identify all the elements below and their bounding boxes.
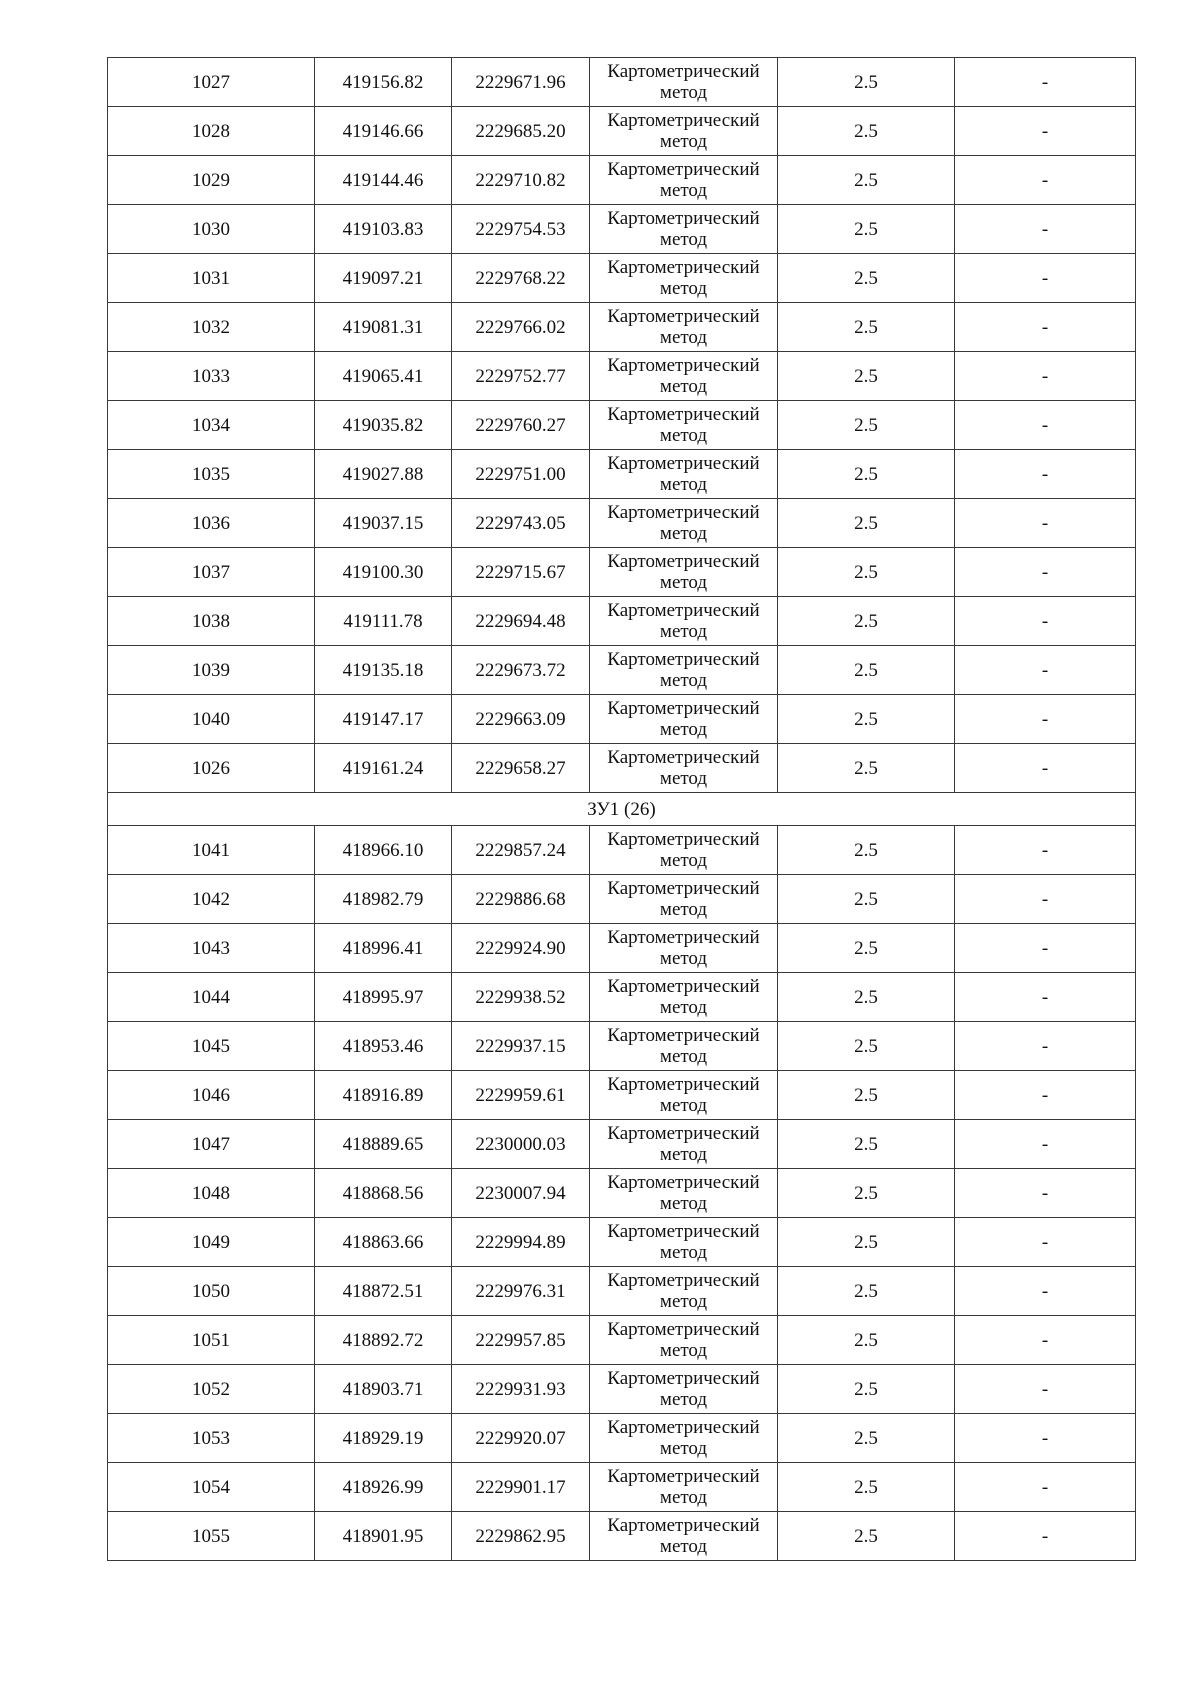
note-cell: - — [955, 1169, 1136, 1218]
method-cell: Картометрический метод — [590, 826, 778, 875]
point-number-cell: 1049 — [108, 1218, 315, 1267]
point-number-cell: 1035 — [108, 450, 315, 499]
accuracy-cell: 2.5 — [778, 744, 955, 793]
table-row — [108, 1120, 1136, 1169]
table-row — [108, 1267, 1136, 1316]
note-cell: - — [955, 597, 1136, 646]
table-row — [108, 352, 1136, 401]
accuracy-cell: 2.5 — [778, 826, 955, 875]
note-cell: - — [955, 107, 1136, 156]
y-coordinate-cell: 2229671.96 — [452, 58, 590, 107]
table-row — [108, 646, 1136, 695]
point-number-cell: 1042 — [108, 875, 315, 924]
point-number-cell: 1050 — [108, 1267, 315, 1316]
x-coordinate-cell: 418926.99 — [315, 1463, 452, 1512]
y-coordinate-cell: 2229673.72 — [452, 646, 590, 695]
method-cell: Картометрический метод — [590, 924, 778, 973]
note-cell: - — [955, 1414, 1136, 1463]
y-coordinate-cell: 2229685.20 — [452, 107, 590, 156]
x-coordinate-cell: 419156.82 — [315, 58, 452, 107]
y-coordinate-cell: 2229752.77 — [452, 352, 590, 401]
accuracy-cell: 2.5 — [778, 1218, 955, 1267]
accuracy-cell: 2.5 — [778, 1071, 955, 1120]
y-coordinate-cell: 2229710.82 — [452, 156, 590, 205]
y-coordinate-cell: 2229938.52 — [452, 973, 590, 1022]
accuracy-cell: 2.5 — [778, 646, 955, 695]
point-number-cell: 1040 — [108, 695, 315, 744]
table-row — [108, 254, 1136, 303]
x-coordinate-cell: 419103.83 — [315, 205, 452, 254]
x-coordinate-cell: 418982.79 — [315, 875, 452, 924]
coordinates-table-body — [108, 58, 1136, 1561]
method-cell: Картометрический метод — [590, 205, 778, 254]
note-cell: - — [955, 1512, 1136, 1561]
method-cell: Картометрический метод — [590, 1414, 778, 1463]
method-cell: Картометрический метод — [590, 695, 778, 744]
table-row — [108, 450, 1136, 499]
point-number-cell: 1037 — [108, 548, 315, 597]
accuracy-cell: 2.5 — [778, 924, 955, 973]
accuracy-cell: 2.5 — [778, 597, 955, 646]
table-row — [108, 744, 1136, 793]
x-coordinate-cell: 419147.17 — [315, 695, 452, 744]
table-row — [108, 548, 1136, 597]
note-cell: - — [955, 499, 1136, 548]
note-cell: - — [955, 924, 1136, 973]
y-coordinate-cell: 2229743.05 — [452, 499, 590, 548]
method-cell: Картометрический метод — [590, 1218, 778, 1267]
y-coordinate-cell: 2229886.68 — [452, 875, 590, 924]
method-cell: Картометрический метод — [590, 973, 778, 1022]
method-cell: Картометрический метод — [590, 352, 778, 401]
y-coordinate-cell: 2229901.17 — [452, 1463, 590, 1512]
accuracy-cell: 2.5 — [778, 1169, 955, 1218]
table-row — [108, 1512, 1136, 1561]
point-number-cell: 1041 — [108, 826, 315, 875]
method-cell: Картометрический метод — [590, 1120, 778, 1169]
point-number-cell: 1044 — [108, 973, 315, 1022]
x-coordinate-cell: 419146.66 — [315, 107, 452, 156]
table-row — [108, 973, 1136, 1022]
accuracy-cell: 2.5 — [778, 303, 955, 352]
y-coordinate-cell: 2229768.22 — [452, 254, 590, 303]
x-coordinate-cell: 418901.95 — [315, 1512, 452, 1561]
method-cell: Картометрический метод — [590, 450, 778, 499]
section-heading-row — [108, 793, 1136, 826]
x-coordinate-cell: 418953.46 — [315, 1022, 452, 1071]
table-row — [108, 303, 1136, 352]
method-cell: Картометрический метод — [590, 254, 778, 303]
method-cell: Картометрический метод — [590, 1512, 778, 1561]
y-coordinate-cell: 2229658.27 — [452, 744, 590, 793]
x-coordinate-cell: 418872.51 — [315, 1267, 452, 1316]
x-coordinate-cell: 418863.66 — [315, 1218, 452, 1267]
accuracy-cell: 2.5 — [778, 1316, 955, 1365]
accuracy-cell: 2.5 — [778, 107, 955, 156]
x-coordinate-cell: 419035.82 — [315, 401, 452, 450]
method-cell: Картометрический метод — [590, 58, 778, 107]
method-cell: Картометрический метод — [590, 1022, 778, 1071]
accuracy-cell: 2.5 — [778, 1022, 955, 1071]
point-number-cell: 1054 — [108, 1463, 315, 1512]
accuracy-cell: 2.5 — [778, 875, 955, 924]
table-row — [108, 875, 1136, 924]
note-cell: - — [955, 1316, 1136, 1365]
table-row — [108, 826, 1136, 875]
point-number-cell: 1034 — [108, 401, 315, 450]
y-coordinate-cell: 2229751.00 — [452, 450, 590, 499]
y-coordinate-cell: 2229957.85 — [452, 1316, 590, 1365]
point-number-cell: 1030 — [108, 205, 315, 254]
method-cell: Картометрический метод — [590, 597, 778, 646]
point-number-cell: 1031 — [108, 254, 315, 303]
y-coordinate-cell: 2229766.02 — [452, 303, 590, 352]
table-row — [108, 58, 1136, 107]
point-number-cell: 1029 — [108, 156, 315, 205]
x-coordinate-cell: 418889.65 — [315, 1120, 452, 1169]
method-cell: Картометрический метод — [590, 744, 778, 793]
note-cell: - — [955, 1463, 1136, 1512]
y-coordinate-cell: 2229931.93 — [452, 1365, 590, 1414]
y-coordinate-cell: 2229937.15 — [452, 1022, 590, 1071]
point-number-cell: 1045 — [108, 1022, 315, 1071]
x-coordinate-cell: 419135.18 — [315, 646, 452, 695]
x-coordinate-cell: 419111.78 — [315, 597, 452, 646]
x-coordinate-cell: 419081.31 — [315, 303, 452, 352]
table-row — [108, 107, 1136, 156]
point-number-cell: 1051 — [108, 1316, 315, 1365]
accuracy-cell: 2.5 — [778, 1120, 955, 1169]
note-cell: - — [955, 695, 1136, 744]
table-row — [108, 695, 1136, 744]
note-cell: - — [955, 826, 1136, 875]
coordinates-table — [107, 57, 1136, 1561]
method-cell: Картометрический метод — [590, 1267, 778, 1316]
table-row — [108, 205, 1136, 254]
y-coordinate-cell: 2229994.89 — [452, 1218, 590, 1267]
accuracy-cell: 2.5 — [778, 352, 955, 401]
table-row — [108, 401, 1136, 450]
note-cell: - — [955, 744, 1136, 793]
table-row — [108, 1316, 1136, 1365]
note-cell: - — [955, 450, 1136, 499]
accuracy-cell: 2.5 — [778, 973, 955, 1022]
point-number-cell: 1028 — [108, 107, 315, 156]
x-coordinate-cell: 419037.15 — [315, 499, 452, 548]
x-coordinate-cell: 419161.24 — [315, 744, 452, 793]
section-heading: ЗУ1 (26) — [108, 793, 1136, 826]
x-coordinate-cell: 418868.56 — [315, 1169, 452, 1218]
accuracy-cell: 2.5 — [778, 450, 955, 499]
point-number-cell: 1027 — [108, 58, 315, 107]
y-coordinate-cell: 2229663.09 — [452, 695, 590, 744]
point-number-cell: 1032 — [108, 303, 315, 352]
note-cell: - — [955, 1022, 1136, 1071]
method-cell: Картометрический метод — [590, 646, 778, 695]
y-coordinate-cell: 2229760.27 — [452, 401, 590, 450]
method-cell: Картометрический метод — [590, 156, 778, 205]
x-coordinate-cell: 419027.88 — [315, 450, 452, 499]
note-cell: - — [955, 875, 1136, 924]
accuracy-cell: 2.5 — [778, 1512, 955, 1561]
method-cell: Картометрический метод — [590, 1365, 778, 1414]
y-coordinate-cell: 2229754.53 — [452, 205, 590, 254]
note-cell: - — [955, 973, 1136, 1022]
table-row — [108, 1071, 1136, 1120]
table-row — [108, 156, 1136, 205]
accuracy-cell: 2.5 — [778, 1365, 955, 1414]
note-cell: - — [955, 58, 1136, 107]
point-number-cell: 1055 — [108, 1512, 315, 1561]
method-cell: Картометрический метод — [590, 499, 778, 548]
note-cell: - — [955, 401, 1136, 450]
method-cell: Картометрический метод — [590, 875, 778, 924]
note-cell: - — [955, 205, 1136, 254]
accuracy-cell: 2.5 — [778, 156, 955, 205]
table-row — [108, 1169, 1136, 1218]
point-number-cell: 1043 — [108, 924, 315, 973]
accuracy-cell: 2.5 — [778, 58, 955, 107]
x-coordinate-cell: 419100.30 — [315, 548, 452, 597]
point-number-cell: 1047 — [108, 1120, 315, 1169]
y-coordinate-cell: 2230007.94 — [452, 1169, 590, 1218]
method-cell: Картометрический метод — [590, 107, 778, 156]
y-coordinate-cell: 2230000.03 — [452, 1120, 590, 1169]
x-coordinate-cell: 418903.71 — [315, 1365, 452, 1414]
accuracy-cell: 2.5 — [778, 205, 955, 254]
note-cell: - — [955, 1365, 1136, 1414]
table-row — [108, 1463, 1136, 1512]
method-cell: Картометрический метод — [590, 548, 778, 597]
y-coordinate-cell: 2229959.61 — [452, 1071, 590, 1120]
y-coordinate-cell: 2229857.24 — [452, 826, 590, 875]
x-coordinate-cell: 418966.10 — [315, 826, 452, 875]
x-coordinate-cell: 418892.72 — [315, 1316, 452, 1365]
accuracy-cell: 2.5 — [778, 1463, 955, 1512]
y-coordinate-cell: 2229694.48 — [452, 597, 590, 646]
x-coordinate-cell: 418916.89 — [315, 1071, 452, 1120]
point-number-cell: 1039 — [108, 646, 315, 695]
table-row — [108, 1414, 1136, 1463]
y-coordinate-cell: 2229862.95 — [452, 1512, 590, 1561]
point-number-cell: 1026 — [108, 744, 315, 793]
note-cell: - — [955, 1071, 1136, 1120]
note-cell: - — [955, 303, 1136, 352]
x-coordinate-cell: 418995.97 — [315, 973, 452, 1022]
method-cell: Картометрический метод — [590, 1316, 778, 1365]
note-cell: - — [955, 1267, 1136, 1316]
method-cell: Картометрический метод — [590, 1463, 778, 1512]
table-row — [108, 1022, 1136, 1071]
accuracy-cell: 2.5 — [778, 1267, 955, 1316]
x-coordinate-cell: 418996.41 — [315, 924, 452, 973]
x-coordinate-cell: 418929.19 — [315, 1414, 452, 1463]
point-number-cell: 1052 — [108, 1365, 315, 1414]
accuracy-cell: 2.5 — [778, 548, 955, 597]
x-coordinate-cell: 419144.46 — [315, 156, 452, 205]
method-cell: Картометрический метод — [590, 1071, 778, 1120]
y-coordinate-cell: 2229715.67 — [452, 548, 590, 597]
accuracy-cell: 2.5 — [778, 401, 955, 450]
note-cell: - — [955, 1218, 1136, 1267]
table-row — [108, 597, 1136, 646]
point-number-cell: 1046 — [108, 1071, 315, 1120]
point-number-cell: 1033 — [108, 352, 315, 401]
accuracy-cell: 2.5 — [778, 254, 955, 303]
accuracy-cell: 2.5 — [778, 1414, 955, 1463]
accuracy-cell: 2.5 — [778, 499, 955, 548]
point-number-cell: 1048 — [108, 1169, 315, 1218]
x-coordinate-cell: 419065.41 — [315, 352, 452, 401]
note-cell: - — [955, 548, 1136, 597]
point-number-cell: 1038 — [108, 597, 315, 646]
y-coordinate-cell: 2229924.90 — [452, 924, 590, 973]
table-row — [108, 924, 1136, 973]
note-cell: - — [955, 646, 1136, 695]
method-cell: Картометрический метод — [590, 1169, 778, 1218]
note-cell: - — [955, 352, 1136, 401]
method-cell: Картометрический метод — [590, 303, 778, 352]
method-cell: Картометрический метод — [590, 401, 778, 450]
x-coordinate-cell: 419097.21 — [315, 254, 452, 303]
note-cell: - — [955, 1120, 1136, 1169]
accuracy-cell: 2.5 — [778, 695, 955, 744]
note-cell: - — [955, 156, 1136, 205]
y-coordinate-cell: 2229976.31 — [452, 1267, 590, 1316]
y-coordinate-cell: 2229920.07 — [452, 1414, 590, 1463]
point-number-cell: 1053 — [108, 1414, 315, 1463]
table-row — [108, 1365, 1136, 1414]
note-cell: - — [955, 254, 1136, 303]
point-number-cell: 1036 — [108, 499, 315, 548]
table-row — [108, 1218, 1136, 1267]
table-row — [108, 499, 1136, 548]
